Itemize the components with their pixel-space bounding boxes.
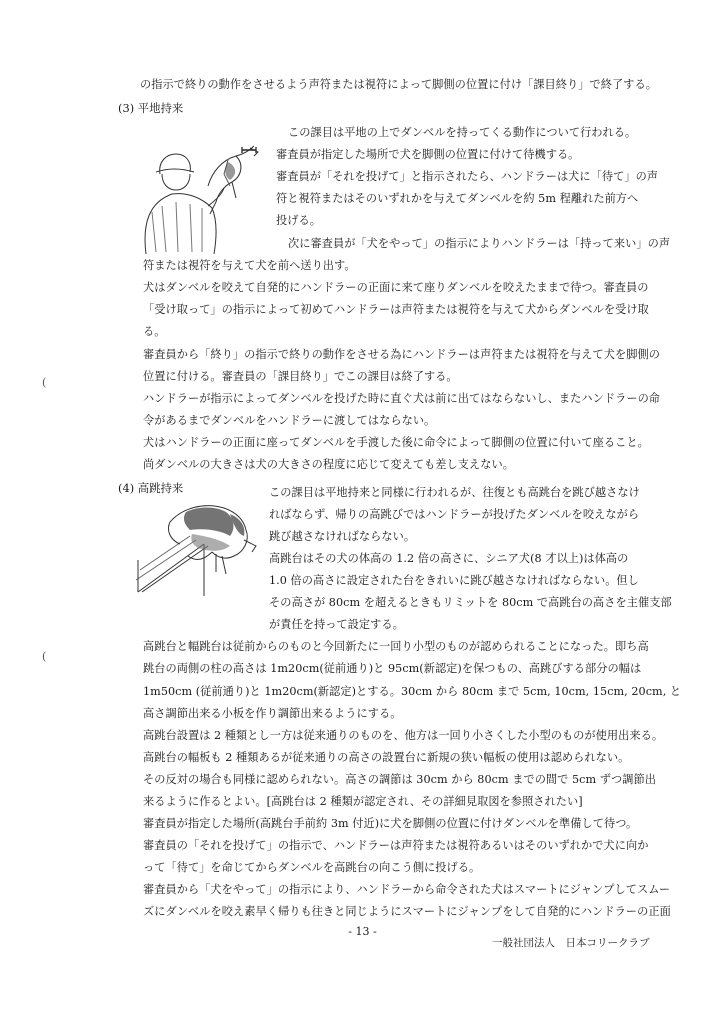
section-3-body-line: 犬はダンベルを咬えて自発的にハンドラーの正面に来て座りダンベルを咬えたままで待つ。審査員の bbox=[143, 281, 649, 294]
margin-mark: ( bbox=[42, 650, 47, 663]
section-3-wrap-line: 次に審査員が「犬をやって」の指示によりハンドラーは「持って来い」の声 bbox=[288, 237, 671, 250]
section-3-body-line: る。 bbox=[143, 325, 166, 338]
section-4-wrap-line: その高さが 80cm を超えるときもリミットを 80cm で高跳台の高さを主催支部 bbox=[269, 596, 672, 609]
section-3-body-line: 「受け取って」の指示によって初めてハンドラーは声符または視符を与えて犬からダンベルを受け取 bbox=[143, 303, 649, 316]
organization-name: 一般社団法人 日本コリークラブ bbox=[492, 937, 650, 949]
section-4-body-line: 来るように作るとよい。[高跳台は 2 種類が認定され、その詳細見取図を参照されたい] bbox=[143, 795, 583, 808]
section-3-wrap-line: 審査員が「それを投げて」と指示されたら、ハンドラーは犬に「待て」の声 bbox=[276, 170, 659, 183]
section-3-body-line: 審査員から「終り」の指示で終りの動作をさせる為にハンドラーは声符または視符を与えて犬を脚側の bbox=[143, 348, 660, 361]
dog-jumping-hurdle-sketch-icon bbox=[126, 500, 262, 596]
section-4-wrap-line: が責任を持って設定する。 bbox=[269, 618, 404, 631]
section-4-body-line: 高跳台の幅板も 2 種類あるが従来通りの高さの設置台に新規の狭い幅板の使用は認められない。 bbox=[143, 751, 630, 764]
section-4-body-line: その反対の場合も同様に認められない。高さの調節は 30cm から 80cm までの間で 5cm ずつ調節出 bbox=[143, 773, 656, 786]
section-4-wrap-line: 跳び越さなければならない。 bbox=[269, 530, 416, 543]
section-4-body-line: 審査員の「それを投げて」の指示で、ハンドラーは声符または視符あるいはそのいずれかで犬に向か bbox=[143, 839, 649, 852]
margin-mark: ( bbox=[42, 376, 47, 389]
section-3-body-line: 令があるまでダンベルをハンドラーに渡してはならない。 bbox=[143, 414, 436, 427]
section-3-wrap-line: 符と視符またはそのいずれかを与えてダンベルを約 5m 程離れた前方へ bbox=[276, 192, 639, 205]
section-3-wrap-line: 審査員が指定した場所で犬を脚側の位置に付けて待機する。 bbox=[276, 148, 580, 161]
section-4-body-line: 審査員が指定した場所(高跳台手前約 3m 付近)に犬を脚側の位置に付けダンベルを準備して待つ。 bbox=[143, 817, 638, 830]
section-4-body-line: 1m50cm (従前通り)と 1m20cm(新認定)とする。30cm から 80cm まで 5cm, 10cm, 15cm, 20cm, と bbox=[143, 685, 682, 698]
section-3-body-line: 尚ダンベルの大きさは犬の大きさの程度に応じて変えても差し支えない。 bbox=[143, 458, 514, 471]
dog-clearing-high-jump-illustration bbox=[126, 500, 262, 596]
section-4-body-line: 高跳台設置は 2 種類とし一方は従来通りのものを、他方は一回り小さくした小型のものが使用出来る。 bbox=[143, 729, 664, 742]
section-4-body-line: 跳台の両側の柱の高さは 1m20cm(従前通り)と 95cm(新認定)を保つもの、高跳びする部分の幅は bbox=[143, 662, 642, 675]
section-4-wrap-line: この課目は平地持来と同様に行われるが、往復とも高跳台を跳び越さなけ bbox=[269, 486, 640, 499]
page-number: - 13 - bbox=[348, 925, 377, 938]
section-4-body-line: 高跳台と幅跳台は従前からのものと今回新たに一回り小型のものが認められることになった。即ち高 bbox=[143, 640, 649, 653]
section-3-body-line: 符または視符を与えて犬を前へ送り出す。 bbox=[143, 259, 356, 272]
section-4-body-line: 高さ調節出来る小板を作り調節出来るようにする。 bbox=[143, 707, 402, 720]
section-4-wrap-line: 1.0 倍の高さに設定された台をきれいに跳び越さなければならない。但し bbox=[269, 574, 639, 587]
section-4-body-line: ズにダンベルを咬え素早く帰りも往きと同じようにスマートにジャンプをして自発的にハンドラーの正面 bbox=[143, 905, 671, 918]
section-4-body-line: って「待て」を命じてからダンベルを高跳台の向こう側に投げる。 bbox=[143, 861, 481, 874]
section-3-wrap-line: 投げる。 bbox=[276, 214, 321, 227]
section-3-body-line: ハンドラーが指示によってダンベルを投げた時に直ぐ犬は前に出てはならないし、またハンドラーの命 bbox=[143, 392, 661, 405]
section-3-heading: (3) 平地持来 bbox=[118, 101, 184, 115]
section-3-body-line: 犬はハンドラーの正面に座ってダンベルを手渡した後に命令によって脚側の位置に付いて座ること。 bbox=[143, 436, 649, 449]
handler-throwing-dumbbell-illustration bbox=[132, 142, 264, 254]
handler-and-dog-sketch-icon bbox=[132, 142, 264, 254]
section-4-wrap-line: 高跳台はその犬の体高の 1.2 倍の高さに、シニア犬(8 才以上)は体高の bbox=[269, 552, 629, 565]
section-3-wrap-line: この課目は平地の上でダンベルを持ってくる動作について行われる。 bbox=[288, 126, 637, 139]
section-4-wrap-line: ればならず、帰りの高跳びではハンドラーが投げたダンベルを咬えながら bbox=[269, 508, 640, 521]
section-4-body-line: 審査員から「犬をやって」の指示により、ハンドラーから命令された犬はスマートにジャンプしてスムー bbox=[143, 883, 671, 896]
section-4-heading: (4) 高跳持来 bbox=[118, 481, 184, 495]
intro-line: の指示で終りの動作をさせるよう声符または視符によって脚側の位置に付け「課目終り」で終了する。 bbox=[140, 78, 657, 91]
section-3-body-line: 位置に付ける。審査員の「課目終り」でこの課目は終了する。 bbox=[143, 370, 458, 383]
